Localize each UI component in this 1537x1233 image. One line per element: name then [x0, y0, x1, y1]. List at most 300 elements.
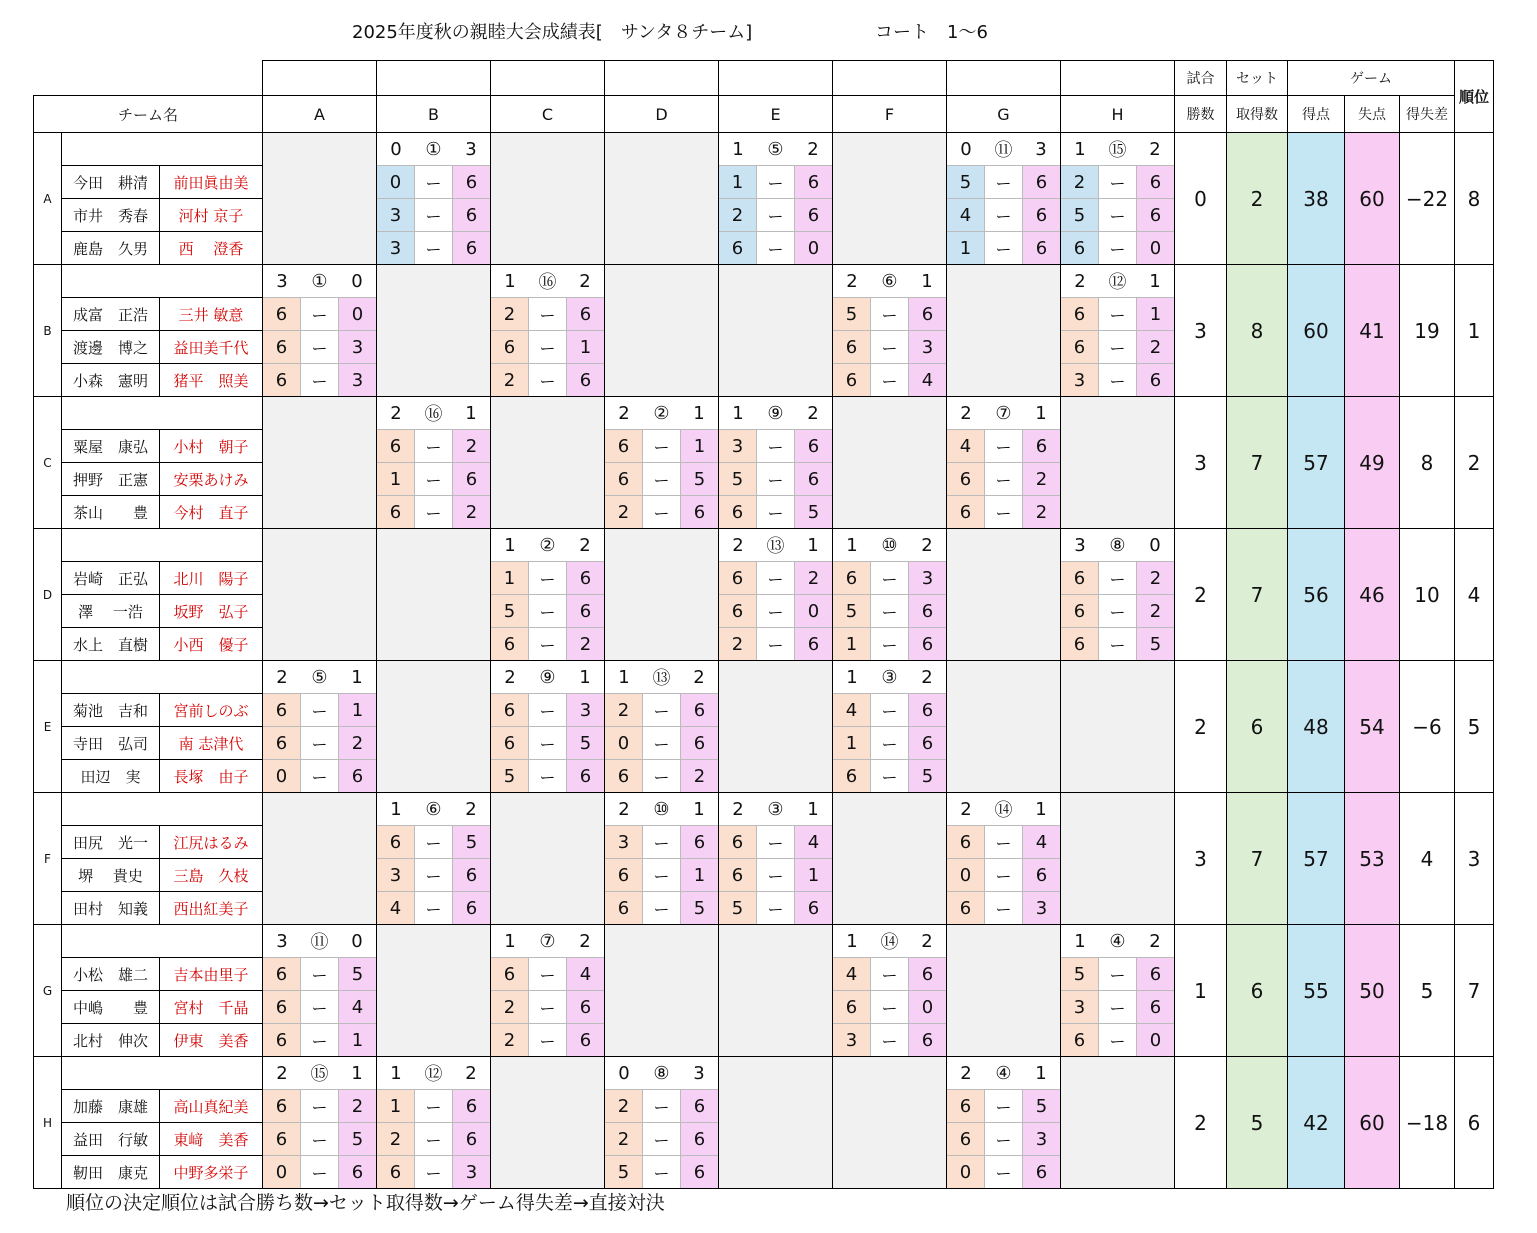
- match-frame: [1060, 132, 1175, 265]
- game-dash: ー: [642, 825, 681, 859]
- diff-value: 10: [1399, 528, 1455, 661]
- game-score-opp: 3: [1022, 1122, 1061, 1156]
- empty-match-cell: [490, 1056, 605, 1189]
- game-score-own: 6: [262, 1089, 301, 1123]
- match-number: ⑥: [414, 792, 453, 826]
- game-score-opp: 0: [338, 297, 377, 331]
- game-score-opp: 6: [794, 429, 833, 463]
- match-set-won: 0: [946, 132, 985, 166]
- game-score-own: 3: [1060, 363, 1099, 397]
- game-dash: ー: [1098, 957, 1137, 991]
- empty-match-cell: [1060, 792, 1175, 925]
- game-dash: ー: [984, 198, 1023, 232]
- empty-match-cell: [1060, 396, 1175, 529]
- wins-value: 2: [1174, 660, 1227, 793]
- team-name-blank: [61, 264, 263, 298]
- game-dash: ー: [414, 462, 453, 496]
- match-frame: [490, 924, 605, 1057]
- match-set-lost: 3: [1022, 132, 1061, 166]
- empty-match-cell: [262, 132, 377, 265]
- empty-match-cell: [376, 924, 491, 1057]
- match-frame: [490, 660, 605, 793]
- lost-value: 54: [1344, 660, 1400, 793]
- game-score-own: 4: [946, 198, 985, 232]
- match-frame: [490, 264, 605, 397]
- game-score-opp: 1: [794, 858, 833, 892]
- empty-match-cell: [832, 792, 947, 925]
- match-number: ③: [870, 660, 909, 694]
- match-set-lost: 2: [452, 792, 491, 826]
- game-dash: ー: [300, 330, 339, 364]
- wins-value: 1: [1174, 924, 1227, 1057]
- game-score-own: 6: [946, 825, 985, 859]
- empty-match-cell: [490, 396, 605, 529]
- game-score-opp: 3: [908, 330, 947, 364]
- partner-name: 小西 優子: [159, 627, 263, 661]
- game-dash: ー: [300, 1155, 339, 1189]
- match-set-won: 1: [604, 660, 643, 694]
- match-set-lost: 1: [1022, 1056, 1061, 1090]
- game-score-opp: 6: [566, 561, 605, 595]
- game-score-own: 6: [718, 825, 757, 859]
- match-set-lost: 0: [338, 924, 377, 958]
- empty-match-cell: [376, 528, 491, 661]
- column-header-top-B: [376, 60, 491, 96]
- game-score-opp: 6: [1022, 858, 1061, 892]
- team-name-blank: [61, 528, 263, 562]
- game-score-own: 6: [1060, 561, 1099, 595]
- match-set-lost: 2: [908, 660, 947, 694]
- game-score-own: 2: [490, 990, 529, 1024]
- player-name: 中嶋 豊: [61, 990, 160, 1024]
- match-number: ⑪: [300, 924, 339, 958]
- match-number: ⑬: [756, 528, 795, 562]
- match-set-lost: 2: [680, 660, 719, 694]
- match-frame: [376, 1056, 491, 1189]
- game-dash: ー: [984, 495, 1023, 529]
- column-header-G: G: [946, 95, 1061, 133]
- player-name: 水上 直樹: [61, 627, 160, 661]
- game-score-opp: 6: [908, 1023, 947, 1057]
- match-set-lost: 2: [1136, 924, 1175, 958]
- game-score-opp: 6: [794, 627, 833, 661]
- game-score-own: 6: [832, 363, 871, 397]
- match-set-lost: 1: [680, 396, 719, 430]
- diff-value: 19: [1399, 264, 1455, 397]
- match-frame: [262, 1056, 377, 1189]
- wins-value: 2: [1174, 528, 1227, 661]
- game-score-opp: 6: [452, 165, 491, 199]
- game-score-own: 5: [604, 1155, 643, 1189]
- sets-value: 2: [1226, 132, 1288, 265]
- match-set-lost: 1: [1136, 264, 1175, 298]
- lost-value: 46: [1344, 528, 1400, 661]
- column-header-top-H: [1060, 60, 1175, 96]
- game-score-opp: 6: [908, 627, 947, 661]
- empty-match-cell: [376, 264, 491, 397]
- player-name: 渡邊 博之: [61, 330, 160, 364]
- game-score-opp: 5: [338, 957, 377, 991]
- partner-name: 江尻はるみ: [159, 825, 263, 859]
- match-set-won: 2: [1060, 264, 1099, 298]
- match-set-lost: 2: [566, 528, 605, 562]
- match-number: ③: [756, 792, 795, 826]
- partner-name: 前田眞由美: [159, 165, 263, 199]
- game-score-own: 6: [604, 462, 643, 496]
- rank-value: 5: [1454, 660, 1494, 793]
- sets-value: 7: [1226, 528, 1288, 661]
- game-dash: ー: [984, 231, 1023, 265]
- game-dash: ー: [414, 231, 453, 265]
- game-dash: ー: [1098, 363, 1137, 397]
- game-score-opp: 4: [794, 825, 833, 859]
- set-won-header: 取得数: [1226, 95, 1288, 133]
- diff-value: −18: [1399, 1056, 1455, 1189]
- partner-name: 伊東 美香: [159, 1023, 263, 1057]
- game-score-own: 6: [262, 726, 301, 760]
- game-dash: ー: [300, 693, 339, 727]
- lost-value: 60: [1344, 1056, 1400, 1189]
- lost-value: 41: [1344, 264, 1400, 397]
- match-frame: [946, 132, 1061, 265]
- game-score-opp: 5: [680, 891, 719, 925]
- game-dash: ー: [642, 462, 681, 496]
- wins-value: 2: [1174, 1056, 1227, 1189]
- match-frame: [1060, 528, 1175, 661]
- empty-match-cell: [604, 924, 719, 1057]
- lost-value: 50: [1344, 924, 1400, 1057]
- empty-match-cell: [718, 1056, 833, 1189]
- game-score-own: 4: [832, 957, 871, 991]
- diff-value: 8: [1399, 396, 1455, 529]
- wins-header: 勝数: [1174, 95, 1227, 133]
- game-dash: ー: [414, 1089, 453, 1123]
- game-dash: ー: [528, 990, 567, 1024]
- game-score-own: 6: [262, 330, 301, 364]
- match-number: ⑫: [1098, 264, 1137, 298]
- game-score-opp: 3: [338, 330, 377, 364]
- game-score-opp: 6: [566, 363, 605, 397]
- match-frame: [832, 528, 947, 661]
- game-score-own: 6: [1060, 627, 1099, 661]
- wins-value: 0: [1174, 132, 1227, 265]
- game-score-own: 4: [376, 891, 415, 925]
- game-score-own: 5: [718, 462, 757, 496]
- points-value: 57: [1287, 792, 1345, 925]
- match-set-won: 3: [1060, 528, 1099, 562]
- game-score-opp: 6: [1136, 363, 1175, 397]
- game-score-own: 5: [832, 594, 871, 628]
- game-score-opp: 2: [794, 561, 833, 595]
- game-dash: ー: [984, 429, 1023, 463]
- player-name: 堺 貴史: [61, 858, 160, 892]
- game-dash: ー: [528, 957, 567, 991]
- game-dash: ー: [642, 1122, 681, 1156]
- game-score-own: 6: [946, 495, 985, 529]
- match-set-lost: 1: [1022, 792, 1061, 826]
- partner-name: 河村 京子: [159, 198, 263, 232]
- game-score-own: 6: [490, 726, 529, 760]
- game-score-own: 1: [946, 231, 985, 265]
- game-score-opp: 2: [338, 1089, 377, 1123]
- game-dash: ー: [642, 891, 681, 925]
- game-score-opp: 6: [680, 825, 719, 859]
- match-set-won: 1: [718, 132, 757, 166]
- match-number: ⑬: [642, 660, 681, 694]
- game-score-own: 6: [490, 330, 529, 364]
- game-score-opp: 6: [908, 297, 947, 331]
- game-dash: ー: [870, 330, 909, 364]
- player-name: 今田 耕清: [61, 165, 160, 199]
- game-score-opp: 6: [794, 462, 833, 496]
- game-score-opp: 6: [452, 1122, 491, 1156]
- points-header: 得点: [1287, 95, 1345, 133]
- game-score-opp: 0: [794, 231, 833, 265]
- match-set-lost: 2: [566, 924, 605, 958]
- game-score-opp: 2: [1136, 561, 1175, 595]
- game-score-own: 2: [604, 1122, 643, 1156]
- game-score-own: 6: [604, 891, 643, 925]
- game-score-own: 6: [376, 825, 415, 859]
- game-dash: ー: [756, 198, 795, 232]
- partner-name: 中野多栄子: [159, 1155, 263, 1189]
- match-frame: [718, 528, 833, 661]
- empty-match-cell: [946, 924, 1061, 1057]
- match-set-lost: 0: [1136, 528, 1175, 562]
- game-score-opp: 3: [338, 363, 377, 397]
- game-score-own: 2: [1060, 165, 1099, 199]
- match-set-won: 1: [490, 924, 529, 958]
- game-score-own: 2: [490, 363, 529, 397]
- game-dash: ー: [870, 1023, 909, 1057]
- game-dash: ー: [528, 561, 567, 595]
- player-name: 北村 伸次: [61, 1023, 160, 1057]
- match-number: ⑪: [984, 132, 1023, 166]
- match-set-lost: 3: [680, 1056, 719, 1090]
- match-set-won: 1: [490, 528, 529, 562]
- game-dash: ー: [300, 726, 339, 760]
- match-number: ⑤: [300, 660, 339, 694]
- game-score-opp: 1: [680, 858, 719, 892]
- game-score-opp: 6: [680, 1122, 719, 1156]
- game-score-opp: 0: [1136, 1023, 1175, 1057]
- partner-name: 猪平 照美: [159, 363, 263, 397]
- game-score-own: 4: [832, 693, 871, 727]
- partner-name: 吉本由里子: [159, 957, 263, 991]
- game-score-own: 6: [832, 759, 871, 793]
- match-set-won: 1: [832, 660, 871, 694]
- partner-name: 安栗あけみ: [159, 462, 263, 496]
- player-name: 田辺 実: [61, 759, 160, 793]
- diff-value: 5: [1399, 924, 1455, 1057]
- game-score-own: 3: [1060, 990, 1099, 1024]
- empty-match-cell: [604, 132, 719, 265]
- match-set-won: 1: [832, 528, 871, 562]
- game-score-own: 6: [1060, 297, 1099, 331]
- game-score-own: 1: [832, 726, 871, 760]
- empty-match-cell: [262, 396, 377, 529]
- game-dash: ー: [300, 1089, 339, 1123]
- game-score-opp: 6: [794, 891, 833, 925]
- match-set-won: 3: [262, 264, 301, 298]
- match-set-won: 2: [832, 264, 871, 298]
- game-dash: ー: [1098, 198, 1137, 232]
- match-frame: [262, 660, 377, 793]
- game-score-opp: 6: [1136, 990, 1175, 1024]
- game-score-opp: 6: [338, 759, 377, 793]
- game-score-own: 6: [490, 627, 529, 661]
- empty-match-cell: [946, 264, 1061, 397]
- match-number: ②: [528, 528, 567, 562]
- column-header-D: D: [604, 95, 719, 133]
- game-score-own: 3: [832, 1023, 871, 1057]
- game-score-own: 6: [262, 297, 301, 331]
- partner-name: 今村 直子: [159, 495, 263, 529]
- game-score-own: 5: [1060, 957, 1099, 991]
- game-score-own: 6: [718, 495, 757, 529]
- game-dash: ー: [414, 891, 453, 925]
- partner-name: 三島 久枝: [159, 858, 263, 892]
- match-set-lost: 1: [794, 528, 833, 562]
- column-header-B: B: [376, 95, 491, 133]
- game-dash: ー: [414, 429, 453, 463]
- partner-name: 長塚 由子: [159, 759, 263, 793]
- empty-match-cell: [376, 660, 491, 793]
- column-header-A: A: [262, 95, 377, 133]
- empty-match-cell: [604, 264, 719, 397]
- team-name-blank: [61, 132, 263, 166]
- partner-name: 益田美千代: [159, 330, 263, 364]
- empty-match-cell: [946, 660, 1061, 793]
- game-dash: ー: [414, 495, 453, 529]
- game-score-own: 2: [718, 627, 757, 661]
- match-frame: [718, 132, 833, 265]
- game-dash: ー: [1098, 627, 1137, 661]
- points-value: 48: [1287, 660, 1345, 793]
- game-dash: ー: [642, 726, 681, 760]
- match-number: ②: [642, 396, 681, 430]
- game-score-own: 5: [490, 594, 529, 628]
- rank-value: 6: [1454, 1056, 1494, 1189]
- game-score-own: 6: [718, 231, 757, 265]
- partner-name: 南 志津代: [159, 726, 263, 760]
- game-score-opp: 6: [1136, 198, 1175, 232]
- game-score-own: 0: [946, 1155, 985, 1189]
- game-score-own: 5: [718, 891, 757, 925]
- game-dash: ー: [300, 1122, 339, 1156]
- game-dash: ー: [300, 363, 339, 397]
- game-score-own: 6: [376, 429, 415, 463]
- game-dash: ー: [984, 825, 1023, 859]
- column-header-top-D: [604, 60, 719, 96]
- game-dash: ー: [528, 693, 567, 727]
- game-score-opp: 4: [908, 363, 947, 397]
- empty-match-cell: [604, 528, 719, 661]
- player-name: 市井 秀春: [61, 198, 160, 232]
- match-set-won: 0: [376, 132, 415, 166]
- game-score-opp: 2: [1136, 594, 1175, 628]
- empty-match-cell: [262, 792, 377, 925]
- match-set-won: 0: [604, 1056, 643, 1090]
- game-score-opp: 6: [680, 495, 719, 529]
- game-dash: ー: [984, 858, 1023, 892]
- game-score-opp: 2: [452, 495, 491, 529]
- game-dash: ー: [300, 957, 339, 991]
- partner-name: 宮前しのぶ: [159, 693, 263, 727]
- match-frame: [718, 396, 833, 529]
- game-score-opp: 6: [452, 858, 491, 892]
- rank-value: 8: [1454, 132, 1494, 265]
- game-dash: ー: [1098, 1023, 1137, 1057]
- rank-value: 1: [1454, 264, 1494, 397]
- game-score-opp: 6: [908, 594, 947, 628]
- game-header: ゲーム: [1287, 60, 1455, 96]
- match-number: ⑩: [870, 528, 909, 562]
- team-name-blank: [61, 1056, 263, 1090]
- player-name: 粟屋 康弘: [61, 429, 160, 463]
- game-score-own: 2: [604, 1089, 643, 1123]
- game-score-opp: 6: [338, 1155, 377, 1189]
- team-letter: F: [33, 792, 62, 925]
- game-dash: ー: [300, 990, 339, 1024]
- game-dash: ー: [1098, 297, 1137, 331]
- game-dash: ー: [642, 1155, 681, 1189]
- column-header-top-A: [262, 60, 377, 96]
- match-frame: [946, 396, 1061, 529]
- game-dash: ー: [528, 297, 567, 331]
- game-score-opp: 4: [566, 957, 605, 991]
- game-score-own: 6: [604, 858, 643, 892]
- match-frame: [718, 792, 833, 925]
- game-score-opp: 5: [908, 759, 947, 793]
- game-score-own: 5: [490, 759, 529, 793]
- game-score-opp: 6: [680, 693, 719, 727]
- match-set-lost: 2: [1136, 132, 1175, 166]
- match-frame: [832, 264, 947, 397]
- match-frame: [1060, 264, 1175, 397]
- game-dash: ー: [984, 1089, 1023, 1123]
- empty-match-cell: [718, 264, 833, 397]
- match-set-won: 3: [262, 924, 301, 958]
- empty-match-cell: [1060, 660, 1175, 793]
- game-dash: ー: [1098, 990, 1137, 1024]
- match-set-won: 2: [946, 792, 985, 826]
- match-number: ⑩: [642, 792, 681, 826]
- game-dash: ー: [528, 363, 567, 397]
- game-score-own: 0: [262, 759, 301, 793]
- game-score-own: 2: [490, 297, 529, 331]
- game-dash: ー: [984, 165, 1023, 199]
- game-dash: ー: [756, 891, 795, 925]
- game-score-own: 2: [376, 1122, 415, 1156]
- partner-name: 小村 朝子: [159, 429, 263, 463]
- game-score-own: 6: [718, 594, 757, 628]
- partner-name: 坂野 弘子: [159, 594, 263, 628]
- empty-match-cell: [946, 528, 1061, 661]
- game-score-own: 6: [1060, 330, 1099, 364]
- match-frame: [946, 1056, 1061, 1189]
- game-score-own: 1: [376, 1089, 415, 1123]
- match-set-won: 1: [1060, 132, 1099, 166]
- game-score-own: 5: [946, 165, 985, 199]
- match-number: ①: [414, 132, 453, 166]
- game-score-opp: 6: [452, 891, 491, 925]
- game-dash: ー: [1098, 165, 1137, 199]
- match-number: ⑥: [870, 264, 909, 298]
- game-score-own: 6: [262, 1023, 301, 1057]
- match-frame: [604, 396, 719, 529]
- match-set-lost: 2: [908, 924, 947, 958]
